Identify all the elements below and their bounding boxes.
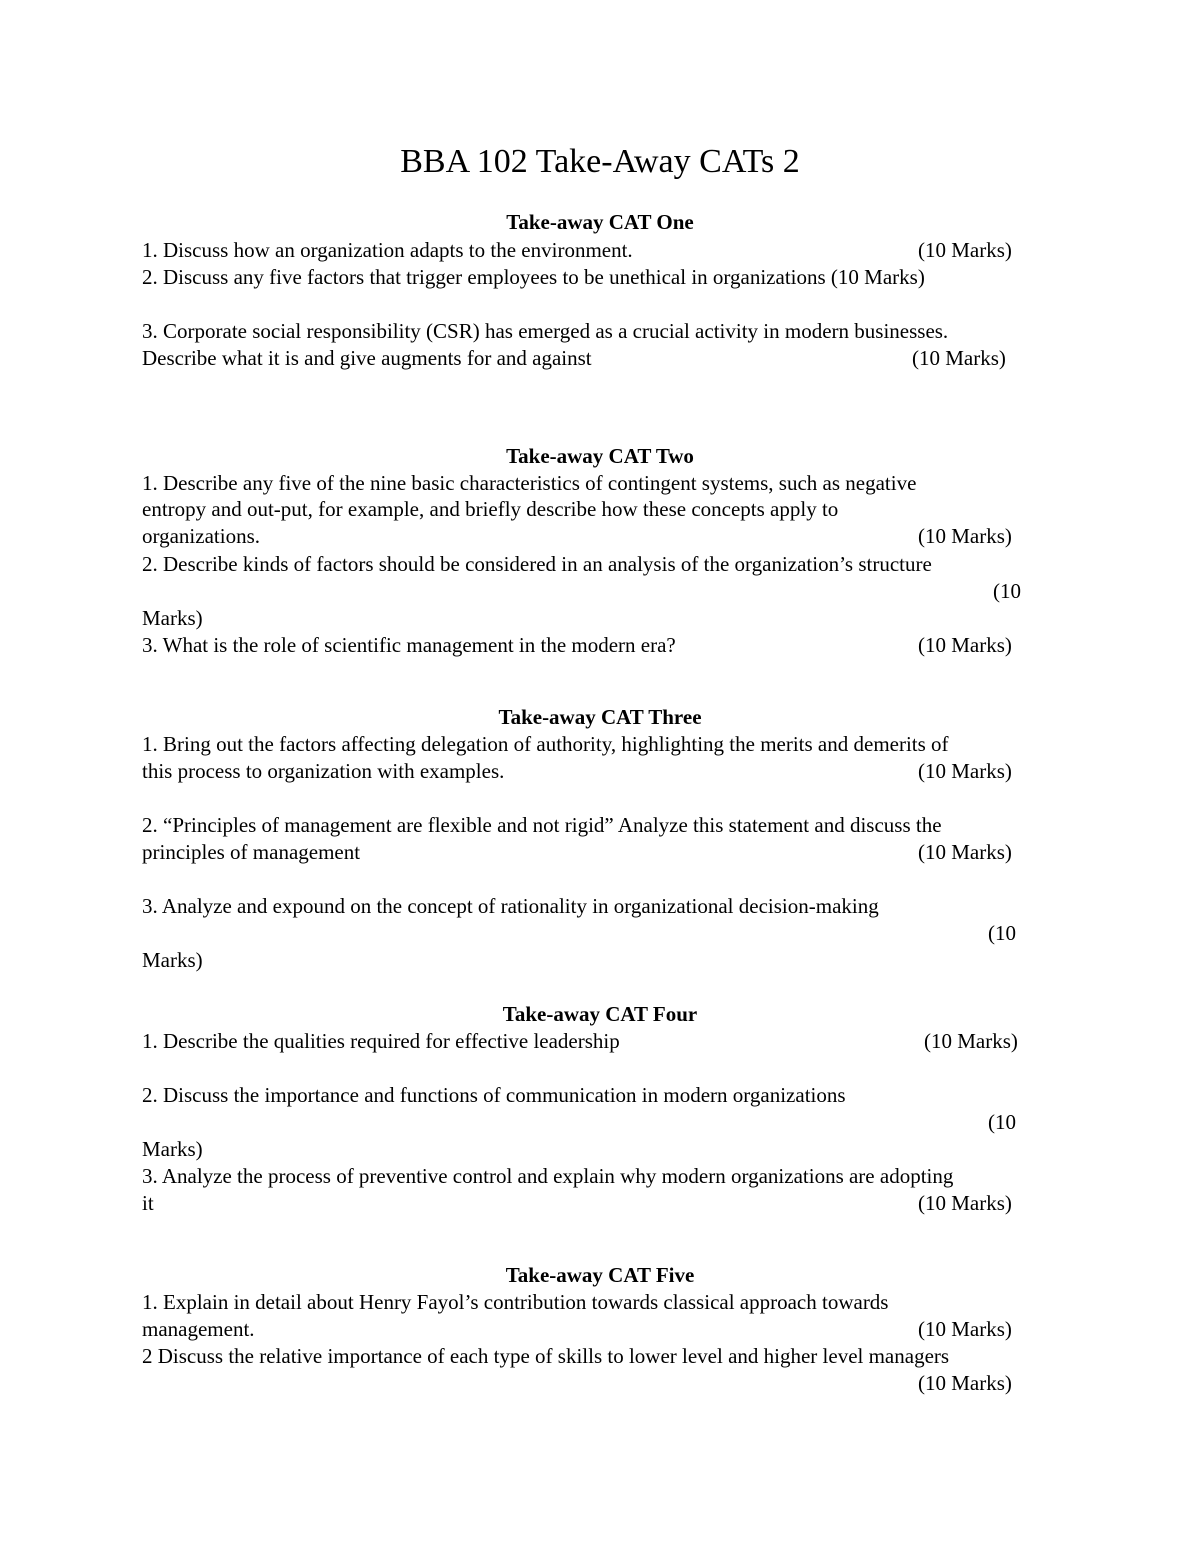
cat-two-q1-marks: (10 Marks) [918, 524, 1012, 548]
cat-four-question-2: 2. Discuss the importance and functions of communication in modern organizations [142, 1083, 846, 1107]
cat-three-q1-marks: (10 Marks) [918, 759, 1012, 783]
section-heading-cat-one: Take-away CAT One [506, 210, 694, 234]
cat-five-question-1-cont: management. [142, 1317, 255, 1341]
cat-one-question-3: 3. Corporate social responsibility (CSR) has emerged as a crucial activity in modern businesses. [142, 319, 949, 343]
cat-three-q2-marks: (10 Marks) [918, 840, 1012, 864]
cat-four-q3-marks: (10 Marks) [918, 1191, 1012, 1215]
section-heading-cat-five: Take-away CAT Five [505, 1263, 695, 1287]
cat-four-q2-marks: (10 [988, 1110, 1016, 1134]
cat-two-question-3: 3. What is the role of scientific management in the modern era? [142, 633, 676, 657]
cat-four-question-1: 1. Describe the qualities required for effective leadership [142, 1029, 620, 1053]
cat-one-q1-marks: (10 Marks) [918, 238, 1012, 262]
cat-one-q3-marks: (10 Marks) [912, 346, 1006, 370]
cat-one-question-2: 2. Discuss any five factors that trigger employees to be unethical in organizations (10 Marks) [142, 265, 925, 289]
cat-three-q3-marks: (10 [988, 921, 1016, 945]
cat-two-question-1-cont: entropy and out-put, for example, and briefly describe how these concepts apply to [142, 497, 839, 521]
cat-two-question-1: 1. Describe any five of the nine basic characteristics of contingent systems, such as negative [142, 471, 917, 495]
section-heading-cat-three: Take-away CAT Three [498, 705, 702, 729]
section-heading-cat-two: Take-away CAT Two [506, 444, 694, 468]
cat-three-question-3-cont: Marks) [142, 948, 203, 972]
cat-one-question-1: 1. Discuss how an organization adapts to the environment. [142, 238, 633, 262]
cat-one-question-3-cont: Describe what it is and give augments for and against [142, 346, 592, 370]
cat-two-question-1-cont2: organizations. [142, 524, 261, 548]
section-heading-cat-four: Take-away CAT Four [502, 1002, 698, 1026]
cat-three-question-3: 3. Analyze and expound on the concept of rationality in organizational decision-making [142, 894, 879, 918]
cat-five-q1-marks: (10 Marks) [918, 1317, 1012, 1341]
cat-three-question-1-cont: this process to organization with examples. [142, 759, 505, 783]
cat-two-question-2: 2. Describe kinds of factors should be considered in an analysis of the organization’s structure [142, 552, 932, 576]
cat-five-question-1: 1. Explain in detail about Henry Fayol’s contribution towards classical approach towards [142, 1290, 889, 1314]
cat-four-question-2-cont: Marks) [142, 1137, 203, 1161]
cat-four-question-3: 3. Analyze the process of preventive control and explain why modern organizations are adopting [142, 1164, 954, 1188]
document-title: BBA 102 Take-Away CATs 2 [400, 143, 800, 180]
cat-five-question-2: 2 Discuss the relative importance of each type of skills to lower level and higher level managers [142, 1344, 950, 1368]
cat-five-q2-marks: (10 Marks) [918, 1371, 1012, 1395]
cat-three-question-1: 1. Bring out the factors affecting delegation of authority, highlighting the merits and demerits of [142, 732, 949, 756]
cat-three-question-2-cont: principles of management [142, 840, 361, 864]
cat-four-q1-marks: (10 Marks) [924, 1029, 1018, 1053]
cat-two-q3-marks: (10 Marks) [918, 633, 1012, 657]
cat-two-question-2-cont: Marks) [142, 606, 203, 630]
cat-two-q2-marks: (10 [993, 579, 1021, 603]
cat-four-question-3-cont: it [142, 1191, 154, 1215]
cat-three-question-2: 2. “Principles of management are flexible and not rigid” Analyze this statement and discuss the [142, 813, 942, 837]
